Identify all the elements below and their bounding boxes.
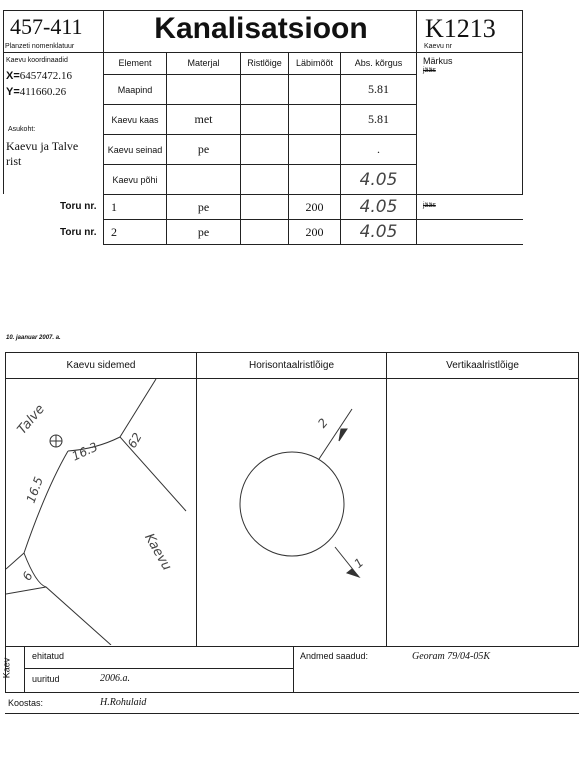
pipe-label: Toru nr. xyxy=(60,201,97,212)
remarks-note: jääs xyxy=(423,67,436,74)
built-label: ehitatud xyxy=(32,651,65,661)
location-label: Asukoht: xyxy=(8,126,36,133)
pipe-material: pe xyxy=(197,224,210,239)
compiled-value: H.Rohulaid xyxy=(100,697,147,708)
location-value-line2: rist xyxy=(6,154,22,168)
distance-1: 16.3 xyxy=(69,439,100,464)
x-coordinate-value: 6457472.16 xyxy=(19,70,73,82)
y-coordinate xyxy=(6,86,66,98)
pipe-direction-1: 1 xyxy=(351,555,367,571)
x-coordinate-label: X= xyxy=(6,70,20,82)
section-header-horizontal: Horisontaalristlõige xyxy=(248,360,335,371)
pipe-number: 2 xyxy=(111,224,117,239)
x-coordinate xyxy=(6,70,72,82)
pipe-material: pe xyxy=(197,199,210,214)
row-height: . xyxy=(377,142,380,156)
coordinates-label: Kaevu koordinaadid xyxy=(6,57,68,64)
planzet-number: 457-411 xyxy=(10,14,83,39)
pipe-number: 1 xyxy=(111,199,117,214)
header-section: Ristlõige xyxy=(247,58,282,68)
page-title: Kanalisatsioon xyxy=(154,12,368,45)
data-source-label: Andmed saadud: xyxy=(300,651,369,661)
side-label-kaev: Kaev xyxy=(1,657,12,679)
row-element: Kaevu kaas xyxy=(111,114,159,125)
row-height: 5.81 xyxy=(368,82,389,96)
distance-4: 6 xyxy=(19,569,36,583)
ties-sketch xyxy=(6,379,196,645)
compiled-label: Koostas: xyxy=(8,698,44,708)
surveyed-label: uuritud xyxy=(32,674,60,684)
horizontal-section-sketch xyxy=(197,379,386,645)
pipe-note: jääs xyxy=(423,202,436,209)
row-element: Maapind xyxy=(117,84,153,95)
section-header-vertical: Vertikaalristlõige xyxy=(446,360,519,371)
row-element: Kaevu põhi xyxy=(112,174,158,185)
header-diameter: Läbimõõt xyxy=(295,58,334,68)
location-value-line1: Kaevu ja Talve xyxy=(6,139,79,153)
remarks-label: Märkus xyxy=(423,56,453,66)
label-talve: Talve xyxy=(14,401,48,438)
header-material: Materjal xyxy=(187,58,220,68)
header-height: Abs. kõrgus xyxy=(354,58,403,68)
pipe-diameter: 200 xyxy=(305,199,324,214)
header-element: Element xyxy=(118,58,152,68)
data-source-value: Georam 79/04-05K xyxy=(412,651,491,662)
pipe-label: Toru nr. xyxy=(60,227,97,238)
well-number-label: Kaevu nr xyxy=(424,43,453,50)
section-header-ties: Kaevu sidemed xyxy=(66,360,136,371)
pipe-diameter: 200 xyxy=(305,224,324,239)
row-element: Kaevu seinad xyxy=(107,144,163,155)
y-coordinate-value: 411660.26 xyxy=(19,86,67,98)
pipe-height: 4.05 xyxy=(359,222,398,242)
row-height: 4.05 xyxy=(359,169,398,190)
planzet-label: Planzeti nomenklatuur xyxy=(5,43,75,50)
y-coordinate-label: Y= xyxy=(6,86,20,98)
pipe-direction-2: 2 xyxy=(315,415,331,431)
well-number: K1213 xyxy=(425,14,496,43)
row-material: pe xyxy=(197,142,210,156)
distance-3: 16.5 xyxy=(23,474,46,505)
surveyed-value: 2006.a. xyxy=(100,673,130,684)
pipe-height: 4.05 xyxy=(359,197,398,217)
row-material: met xyxy=(194,112,213,126)
label-kaevu: Kaevu xyxy=(141,531,175,574)
date-text: 10. jaanuar 2007. a. xyxy=(6,335,61,341)
row-height: 5.81 xyxy=(368,112,389,126)
distance-2: 62 xyxy=(124,430,145,451)
